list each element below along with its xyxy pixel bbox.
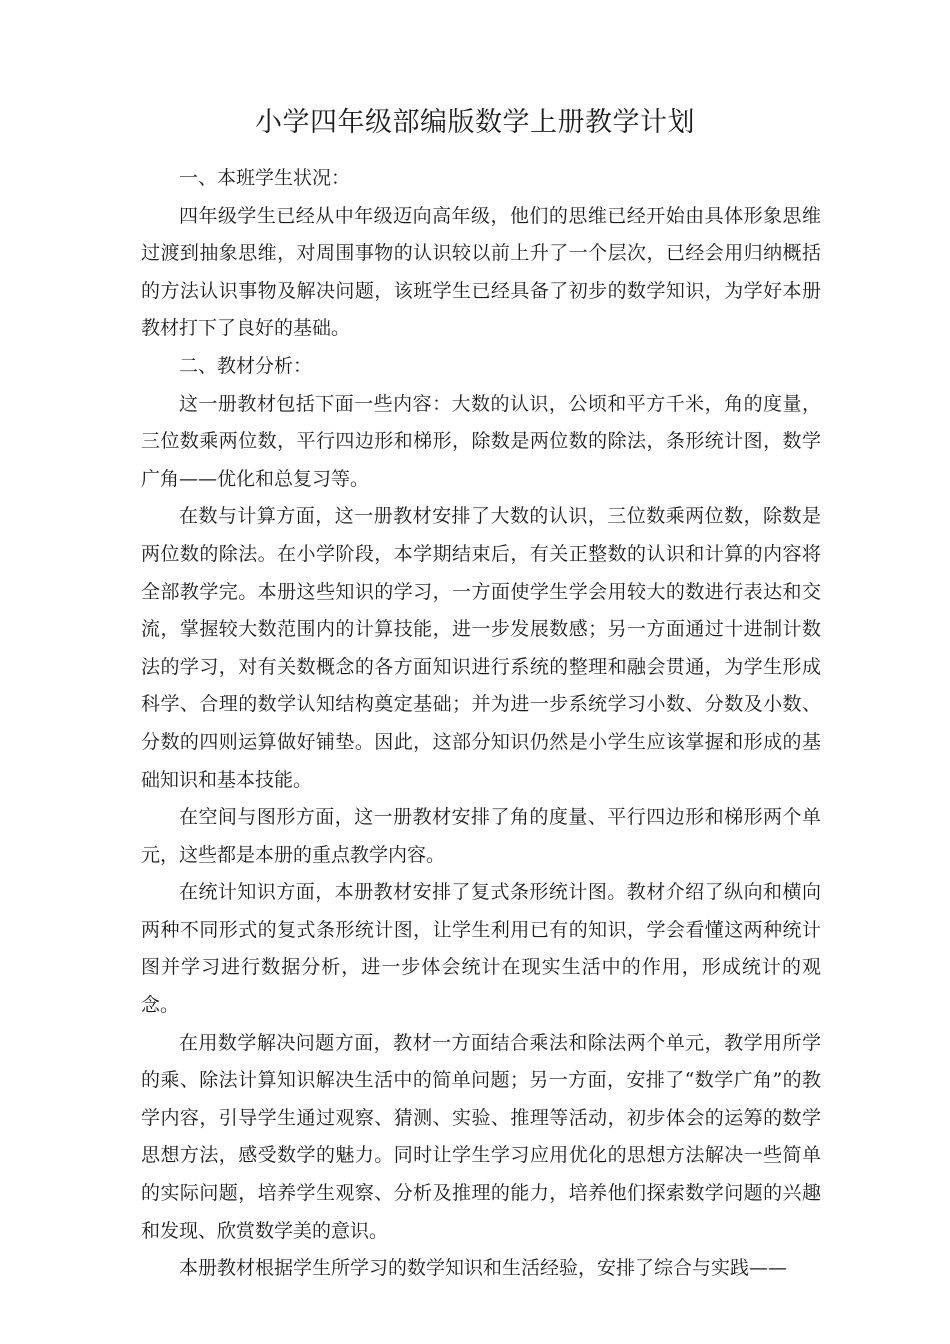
paragraph-class-status: 四年级学生已经从中年级迈向高年级，他们的思维已经开始由具体形象思维过渡到抽象思维，对周围事物的认识较以前上升了一个层次，已经会用归纳概括的方法认识事物及解决问题，该班学生已经具备了初步的数学知识，为学好本册教材打下了良好的基础。 bbox=[141, 204, 821, 340]
paragraph-statistics: 在统计知识方面，本册教材安排了复式条形统计图。教材介绍了纵向和横向两种不同形式的复式条形统计图，让学生利用已有的知识，学会看懂这两种统计图并学习进行数据分析，进一步体会统计在现实生活中的作用，形成统计的观念。 bbox=[141, 881, 821, 1017]
section-heading-class-status: 一、本班学生状况： bbox=[179, 167, 351, 189]
paragraph-space-geometry: 在空间与图形方面，这一册教材安排了角的度量、平行四边形和梯形两个单元，这些都是本册的重点教学内容。 bbox=[141, 806, 821, 866]
paragraph-textbook-contents: 这一册教材包括下面一些内容：大数的认识，公顷和平方千米，角的度量，三位数乘两位数，平行四边形和梯形，除数是两位数的除法，条形统计图，数学广角——优化和总复习等。 bbox=[141, 392, 821, 490]
paragraph-problem-solving: 在用数学解决问题方面，教材一方面结合乘法和除法两个单元，教学用所学的乘、除法计算知识解决生活中的简单问题；另一方面，安排了“数学广角”的教学内容，引导学生通过观察、猜测、实验、推理等活动，初步体会的运筹的数学思想方法，感受数学的魅力。同时让学生学习应用优化的思想方法解决一些简单的实际问题，培养学生观察、分析及推理的能力，培养他们探索数学问题的兴趣和发现、欣赏数学美的意识。 bbox=[141, 1031, 821, 1242]
section-heading-textbook-analysis: 二、教材分析： bbox=[179, 354, 313, 377]
document-body bbox=[141, 160, 821, 1288]
paragraph-comprehensive-practice: 本册教材根据学生所学习的数学知识和生活经验，安排了综合与实践—— bbox=[179, 1257, 788, 1280]
document-title: 小学四年级部编版数学上册教学计划 bbox=[255, 107, 695, 138]
paragraph-number-calculation: 在数与计算方面，这一册教材安排了大数的认识，三位数乘两位数，除数是两位数的除法。在小学阶段，本学期结束后，有关正整数的认识和计算的内容将全部教学完。本册这些知识的学习，一方面使学生学会用较大的数进行表达和交流，掌握较大数范围内的计算技能，进一步发展数感；另一方面通过十进制计数法的学习，对有关数概念的各方面知识进行系统的整理和融会贯通，为学生形成科学、合理的数学认知结构奠定基础；并为进一步系统学习小数、分数及小数、分数的四则运算做好铺垫。因此，这部分知识仍然是小学生应该掌握和形成的基础知识和基本技能。 bbox=[141, 505, 821, 791]
